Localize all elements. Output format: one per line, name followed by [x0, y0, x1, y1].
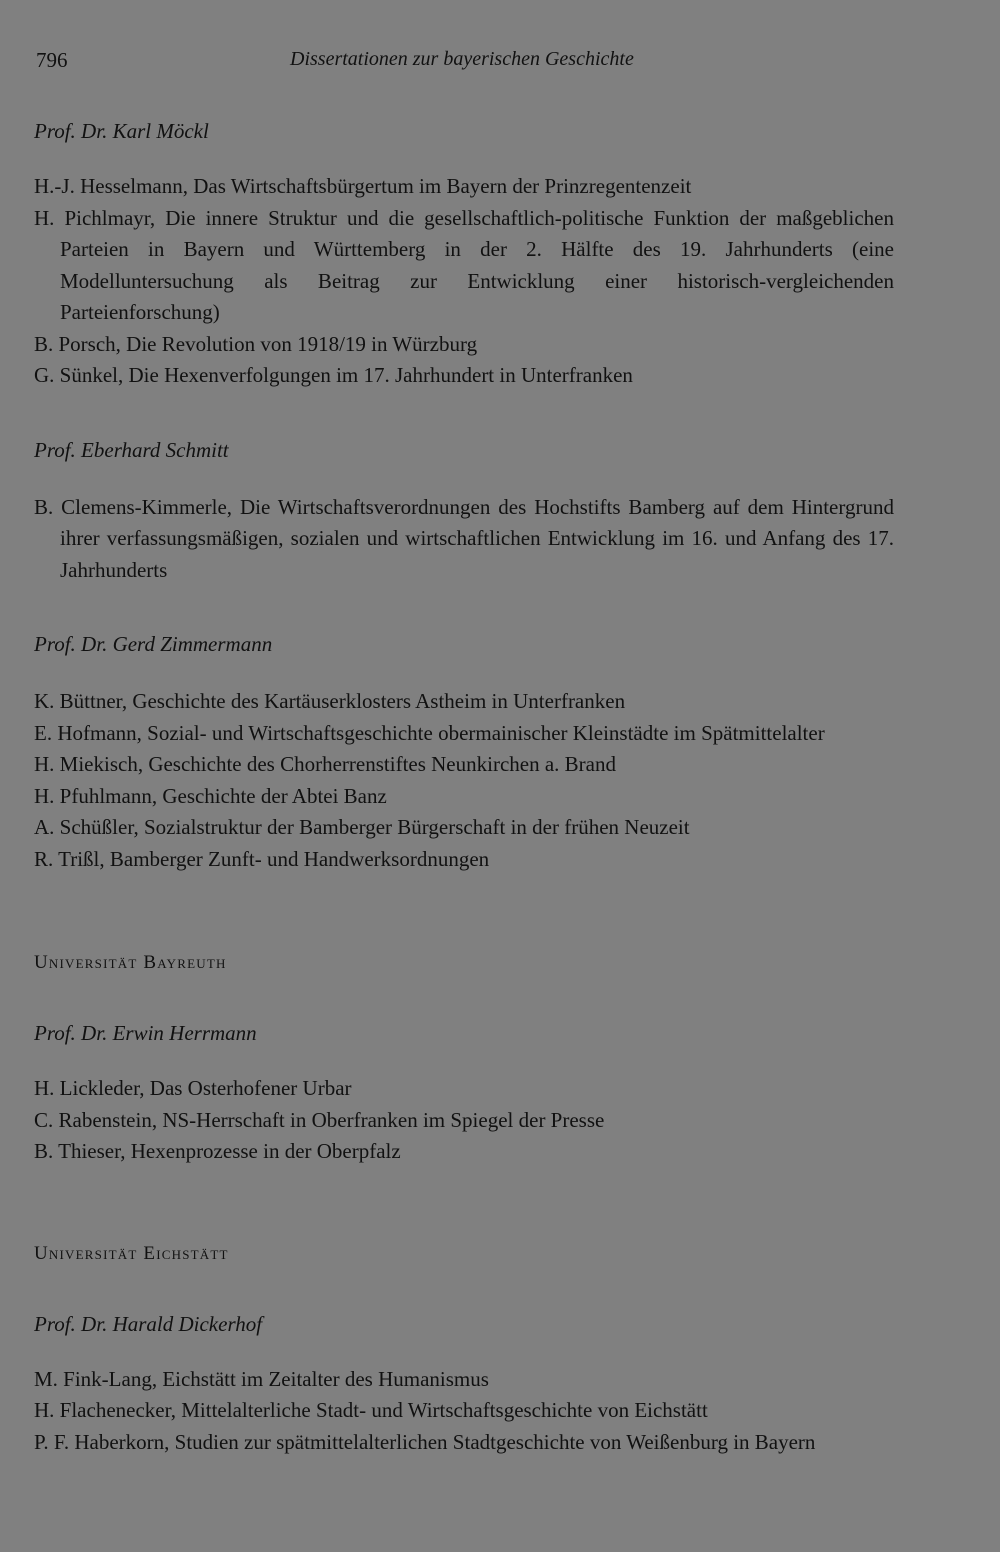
- section-zimmermann: [34, 630, 894, 875]
- dissertation-entry: B. Thieser, Hexenprozesse in der Oberpfalz: [34, 1139, 401, 1163]
- section-bayreuth: [34, 949, 894, 1168]
- dissertation-list: [34, 171, 894, 392]
- dissertation-list: [34, 686, 894, 875]
- dissertation-entry: M. Fink-Lang, Eichstätt im Zeitalter des Humanismus: [34, 1366, 489, 1391]
- section-eichstaett: [34, 1240, 894, 1459]
- dissertation-entry: G. Sünkel, Die Hexenverfolgungen im 17. Jahrhundert in Unterfranken: [34, 363, 633, 387]
- dissertation-entry: K. Büttner, Geschichte des Kartäuserklosters Astheim in Unterfranken: [34, 689, 626, 713]
- page-number: 796: [36, 48, 68, 72]
- page-header: [36, 48, 896, 80]
- dissertation-list: [34, 492, 894, 587]
- university-heading: Universität Eichstätt: [34, 1242, 229, 1264]
- professor-heading: Prof. Eberhard Schmitt: [34, 437, 229, 462]
- dissertation-entry: H. Pfuhlmann, Geschichte der Abtei Banz: [34, 783, 387, 808]
- dissertation-list: [34, 1073, 894, 1168]
- dissertation-entry: H. Flachenecker, Mittelalterliche Stadt- und Wirtschaftsgeschichte von Eichstätt: [34, 1398, 708, 1422]
- dissertation-entry: H. Lickleder, Das Osterhofener Urbar: [34, 1076, 352, 1100]
- dissertation-entry: A. Schüßler, Sozialstruktur der Bamberger Bürgerschaft in der frühen Neuzeit: [34, 815, 690, 839]
- dissertation-entry: C. Rabenstein, NS-Herrschaft in Oberfranken im Spiegel der Presse: [34, 1107, 605, 1132]
- dissertation-entry: P. F. Haberkorn, Studien zur spätmittelalterlichen Stadtgeschichte von Weißenburg in Bayern: [34, 1429, 816, 1454]
- running-title: Dissertationen zur bayerischen Geschichte: [290, 48, 634, 70]
- page-content: [34, 117, 894, 1458]
- section-moeckl: [34, 117, 894, 392]
- professor-heading: Prof. Dr. Gerd Zimmermann: [34, 632, 273, 656]
- dissertation-list: [34, 1364, 894, 1459]
- dissertation-entry: H.-J. Hesselmann, Das Wirtschaftsbürgertum im Bayern der Prinzregentenzeit: [34, 174, 692, 198]
- dissertation-entry: H. Miekisch, Geschichte des Chorherrenstiftes Neunkirchen a. Brand: [34, 752, 616, 776]
- dissertation-entry: B. Porsch, Die Revolution von 1918/19 in Würzburg: [34, 331, 478, 356]
- university-heading: Universität Bayreuth: [34, 952, 227, 973]
- dissertation-entry: E. Hofmann, Sozial- und Wirtschaftsgeschichte obermainischer Kleinstädte im Spätmittelalter: [34, 720, 825, 745]
- professor-heading: Prof. Dr. Karl Möckl: [34, 119, 209, 143]
- dissertation-entry: H. Pichlmayr, Die innere Struktur und die gesellschaftlich-politische Funktion der maßgeblichen Parteien in Bayern und Württemberg in der 2. Hälfte des 19. Jahrhunderts (eine Modelluntersuchung als Beitrag zur Entwicklung einer historisch-vergleichenden Parteienforschung): [34, 205, 894, 324]
- professor-heading: Prof. Dr. Harald Dickerhof: [34, 1311, 263, 1336]
- section-schmitt: [34, 436, 894, 587]
- dissertation-entry: B. Clemens-Kimmerle, Die Wirtschaftsverordnungen des Hochstifts Bamberg auf dem Hintergrund ihrer verfassungsmäßigen, sozialen und wirtschaftlichen Entwicklung im 16. und Anfang des 17. Jahrhunderts: [34, 494, 894, 582]
- dissertation-entry: R. Trißl, Bamberger Zunft- und Handwerksordnungen: [34, 846, 490, 871]
- professor-heading: Prof. Dr. Erwin Herrmann: [34, 1021, 257, 1045]
